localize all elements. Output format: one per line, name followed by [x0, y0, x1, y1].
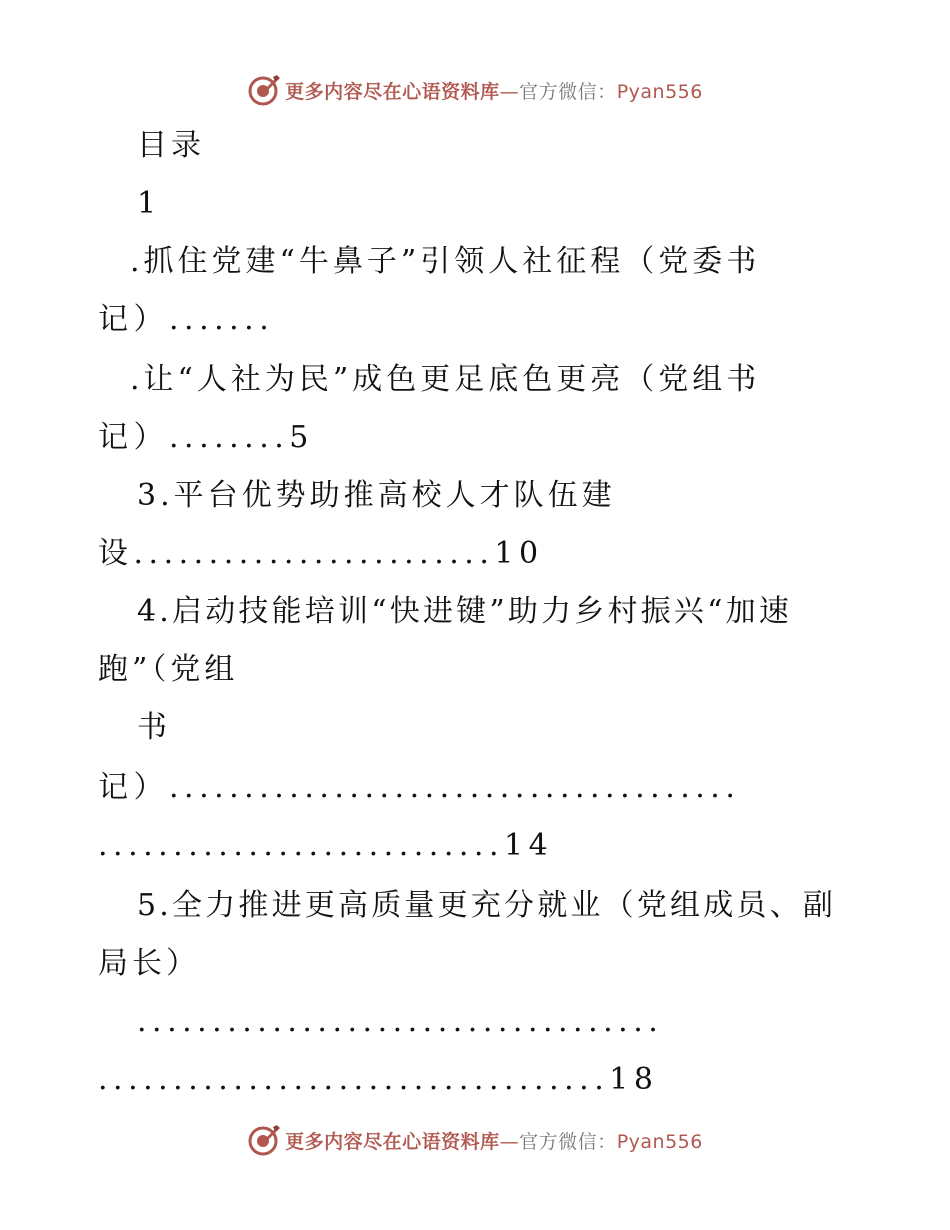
- toc-item-5-line-2: 局长）: [98, 946, 200, 981]
- toc-item-5-line-3: ...................................: [137, 1004, 664, 1039]
- toc-item-1-line-1: .抓住党建“牛鼻子”引领人社征程（党委书: [130, 244, 761, 279]
- watermark-id: Pyan556: [616, 1130, 703, 1153]
- toc-number-1: 1: [137, 186, 158, 221]
- toc-title: 目录: [137, 128, 205, 163]
- quill-pen-seal-icon: [247, 73, 281, 107]
- toc-item-1-line-2: 记）.......: [98, 302, 275, 337]
- header-watermark: [0, 72, 950, 108]
- toc-item-3-line-1: 3.平台优势助推高校人才队伍建: [137, 478, 616, 513]
- watermark-id: Pyan556: [616, 80, 703, 103]
- toc-item-4-line-3: 书: [137, 710, 171, 745]
- watermark-text: [285, 77, 703, 104]
- toc-item-4-line-2: 跑”（党组: [98, 652, 239, 687]
- watermark-site: 更多内容尽在心语资料库: [285, 80, 500, 103]
- toc-item-2-line-1: .让“人社为民”成色更足底色更亮（党组书: [130, 362, 761, 397]
- quill-pen-seal-icon: [247, 1123, 281, 1157]
- toc-item-4-line-5: ...........................14: [98, 828, 554, 863]
- toc-item-4-line-1: 4.启动技能培训“快进键”助力乡村振兴“加速: [137, 594, 793, 629]
- watermark-dash: —: [499, 80, 520, 103]
- watermark-label: 官方微信：: [519, 80, 617, 103]
- watermark-dash: —: [499, 1130, 520, 1153]
- watermark-site: 更多内容尽在心语资料库: [285, 1130, 500, 1153]
- toc-item-2-line-2: 记）........5: [98, 420, 314, 455]
- toc-item-4-line-4: 记）......................................: [98, 770, 741, 805]
- footer-watermark: [0, 1122, 950, 1158]
- watermark-text: [285, 1127, 703, 1154]
- toc-item-3-line-2: 设........................10: [98, 536, 544, 571]
- watermark-label: 官方微信：: [519, 1130, 617, 1153]
- toc-item-5-line-1: 5.全力推进更高质量更充分就业（党组成员、副: [137, 888, 837, 923]
- toc-item-5-line-4: ..................................18: [98, 1062, 659, 1097]
